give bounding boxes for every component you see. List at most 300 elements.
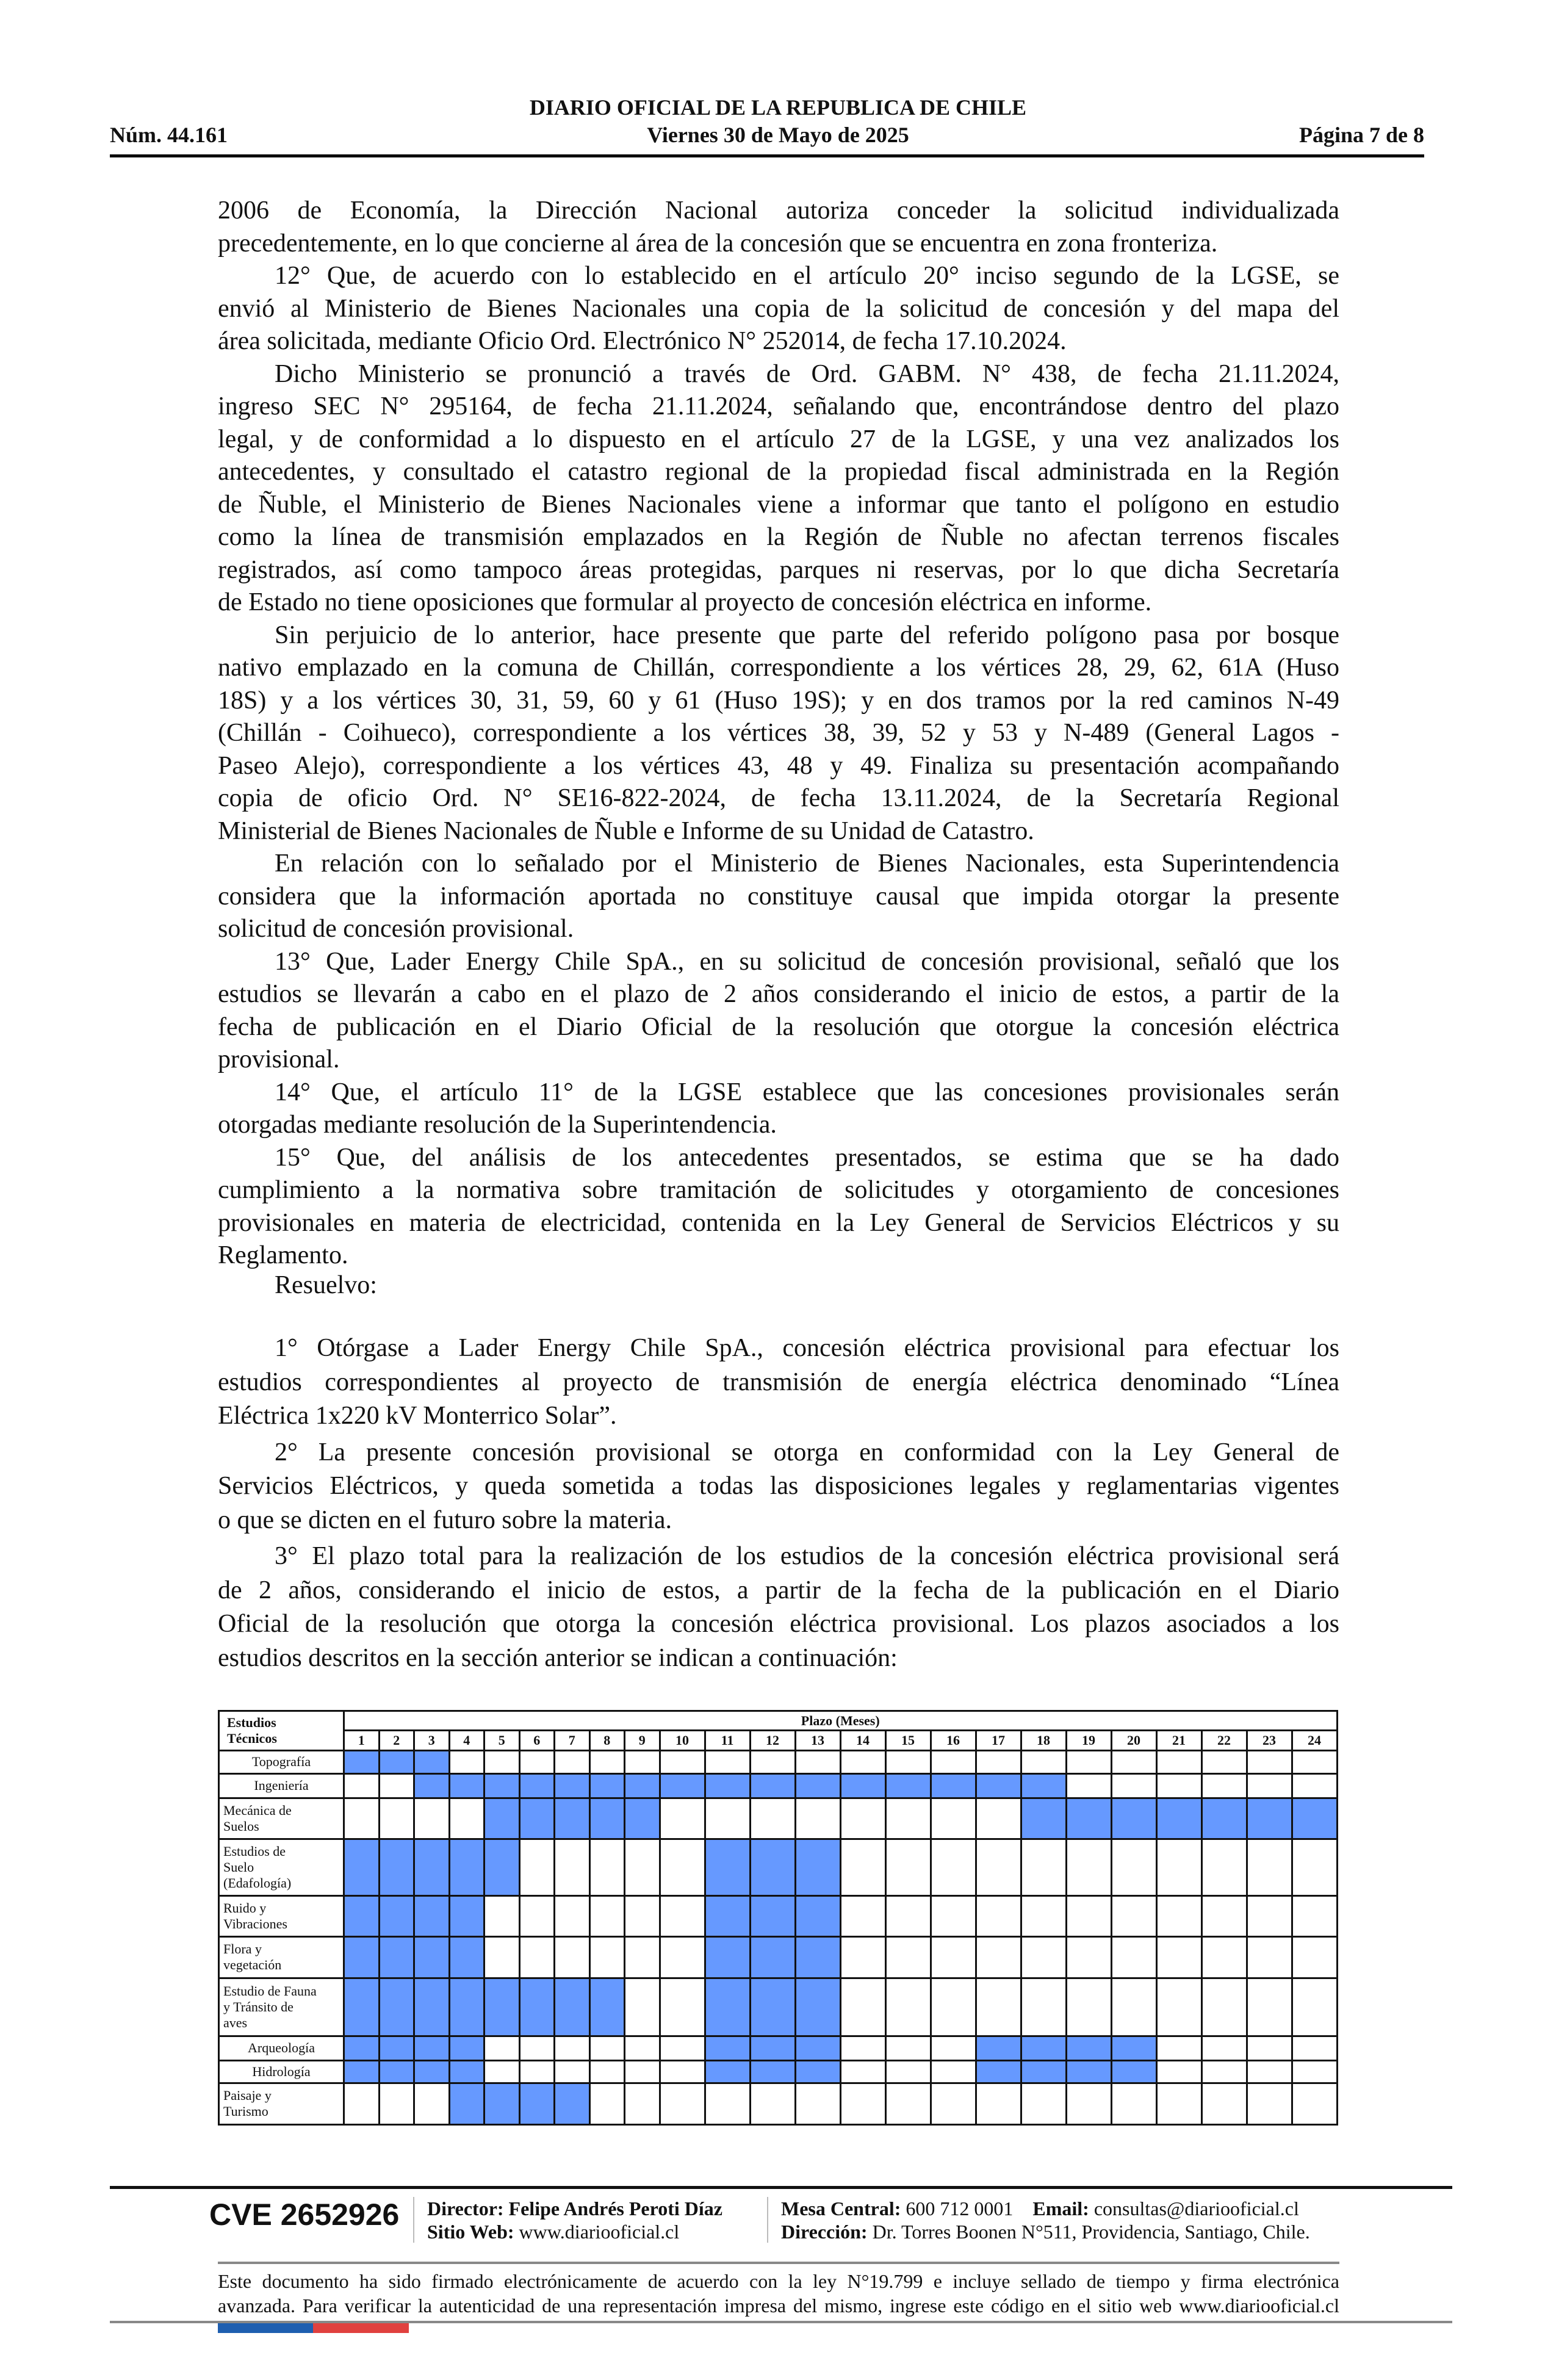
- schedule-cell-active: [449, 1937, 484, 1978]
- schedule-cell-active: [414, 1839, 450, 1896]
- schedule-cell: [885, 1839, 931, 1896]
- schedule-cell: [1111, 1751, 1156, 1774]
- study-name-line: vegetación: [223, 1957, 282, 1973]
- schedule-cell: [589, 1751, 625, 1774]
- text-line: Servicios Eléctricos, y queda sometida a todas las disposiciones legales y reglamentarias vigentes: [218, 1472, 1339, 1500]
- month-header: 23: [1247, 1731, 1292, 1751]
- schedule-cell-active: [449, 1773, 484, 1798]
- schedule-cell: [519, 2036, 555, 2060]
- header-studies-line: Técnicos: [227, 1731, 277, 1746]
- study-name-line: Paisaje y: [223, 2088, 272, 2104]
- schedule-cell: [795, 2083, 840, 2125]
- text-line: 2006 de Economía, la Dirección Nacional autoriza conceder la solicitud individualizada: [218, 197, 1339, 225]
- text-line: envió al Ministerio de Bienes Nacionales una copia de la solicitud de concesión y del mapa del: [218, 294, 1339, 323]
- schedule-cell: [1247, 1978, 1292, 2036]
- study-name: [219, 1839, 344, 1896]
- study-name-line: Hidrología: [252, 2063, 311, 2079]
- schedule-cell: [660, 2060, 705, 2083]
- text-line: ingreso SEC N° 295164, de fecha 21.11.2024, señalando que, encontrándose dentro del plazo: [218, 392, 1339, 420]
- text-line: legal, y de conformidad a lo dispuesto en el artículo 27 de la LGSE, y una vez analizados los: [218, 425, 1339, 453]
- schedule-cell-active: [1111, 1798, 1156, 1839]
- schedule-cell: [1292, 1773, 1337, 1798]
- schedule-cell: [931, 1937, 976, 1978]
- schedule-cell-active: [484, 1773, 520, 1798]
- text-line: 12° Que, de acuerdo con lo establecido en el artículo 20° inciso segundo de la LGSE, se: [275, 262, 1339, 290]
- footer-divider: [110, 2186, 1452, 2189]
- schedule-cell-active: [1111, 2036, 1156, 2060]
- schedule-cell-active: [484, 1798, 520, 1839]
- schedule-cell-active: [795, 2036, 840, 2060]
- schedule-cell: [1066, 1839, 1111, 1896]
- schedule-cell: [379, 1798, 414, 1839]
- schedule-cell-active: [1021, 2036, 1066, 2060]
- schedule-cell: [1156, 1895, 1201, 1937]
- schedule-cell-active: [449, 2036, 484, 2060]
- schedule-cell: [750, 2083, 795, 2125]
- text-line: 18S) y a los vértices 30, 31, 59, 60 y 61 (Huso 19S); y en dos tramos por la red caminos N-49: [218, 686, 1339, 715]
- paragraph: [218, 260, 1339, 358]
- schedule-cell-active: [750, 2060, 795, 2083]
- schedule-cell-active: [555, 1978, 590, 2036]
- month-header: 3: [414, 1731, 450, 1751]
- schedule-cell: [484, 1751, 520, 1774]
- schedule-cell: [976, 1839, 1021, 1896]
- schedule-cell-active: [414, 1773, 450, 1798]
- schedule-cell: [660, 2083, 705, 2125]
- schedule-cell-active: [449, 1895, 484, 1937]
- paragraph: [218, 946, 1339, 1076]
- study-name-line: Topografía: [251, 1754, 311, 1770]
- schedule-cell-active: [555, 1773, 590, 1798]
- schedule-cell: [589, 1937, 625, 1978]
- schedule-cell: [625, 1895, 660, 1937]
- schedule-cell: [931, 1895, 976, 1937]
- schedule-cell: [1066, 1751, 1111, 1774]
- schedule-cell: [625, 2083, 660, 2125]
- schedule-cell-active: [705, 1978, 750, 2036]
- schedule-cell: [840, 2036, 885, 2060]
- text-line: 15° Que, del análisis de los antecedentes presentados, se estima que se ha dado: [275, 1143, 1339, 1172]
- schedule-cell-active: [1021, 1773, 1066, 1798]
- month-header: 11: [705, 1731, 750, 1751]
- month-header: 1: [344, 1731, 380, 1751]
- schedule-cell-active: [484, 1839, 520, 1896]
- month-header: 8: [589, 1731, 625, 1751]
- schedule-cell-active: [344, 2060, 380, 2083]
- schedule-cell-active: [840, 1773, 885, 1798]
- phone-label: Mesa Central:: [781, 2198, 901, 2220]
- schedule-cell: [795, 1751, 840, 1774]
- schedule-cell-active: [344, 1751, 380, 1774]
- schedule-cell: [885, 2083, 931, 2125]
- text-line: 2° La presente concesión provisional se otorga en conformidad con la Ley General de: [275, 1438, 1339, 1466]
- schedule-cell: [519, 1751, 555, 1774]
- schedule-cell: [589, 1839, 625, 1896]
- schedule-cell-active: [484, 1978, 520, 2036]
- footer-separator: [413, 2197, 414, 2243]
- schedule-cell: [1111, 1895, 1156, 1937]
- schedule-cell: [931, 1839, 976, 1896]
- schedule-cell: [931, 2060, 976, 2083]
- schedule-cell-active: [750, 1773, 795, 1798]
- schedule-cell-active: [625, 1798, 660, 1839]
- schedule-cell-active: [795, 1937, 840, 1978]
- schedule-cell-active: [449, 2060, 484, 2083]
- paragraph: [218, 1332, 1339, 1433]
- schedule-cell: [1201, 1978, 1247, 2036]
- schedule-cell: [414, 2083, 450, 2125]
- text-line: Dicho Ministerio se pronunció a través de Ord. GABM. N° 438, de fecha 21.11.2024,: [275, 359, 1339, 388]
- month-header: 12: [750, 1731, 795, 1751]
- text-line: de Estado no tiene oposiciones que formular al proyecto de concesión eléctrica en informe.: [218, 588, 1152, 616]
- text-line: 3° El plazo total para la realización de los estudios de la concesión eléctrica provisional será: [275, 1542, 1339, 1570]
- schedule-cell-active: [519, 1798, 555, 1839]
- month-header: 9: [625, 1731, 660, 1751]
- schedule-cell-active: [519, 2083, 555, 2125]
- schedule-cell: [885, 1937, 931, 1978]
- schedule-cell-active: [414, 2036, 450, 2060]
- schedule-cell: [1292, 2083, 1337, 2125]
- schedule-cell: [1247, 2083, 1292, 2125]
- table-row: [219, 1798, 1338, 1839]
- schedule-cell: [1156, 2036, 1201, 2060]
- schedule-cell: [976, 2083, 1021, 2125]
- schedule-cell: [931, 1978, 976, 2036]
- schedule-cell: [750, 1798, 795, 1839]
- schedule-cell: [519, 1839, 555, 1896]
- text-line: estudios correspondientes al proyecto de transmisión de energía eléctrica denominado “Línea: [218, 1368, 1339, 1396]
- schedule-cell: [660, 2036, 705, 2060]
- text-line: estudios se llevarán a cabo en el plazo de 2 años considerando el inicio de estos, a partir de la: [218, 980, 1339, 1008]
- schedule-cell-active: [795, 1773, 840, 1798]
- header-divider: [110, 154, 1424, 157]
- study-name: [219, 1937, 344, 1978]
- schedule-cell: [976, 1978, 1021, 2036]
- schedule-cell-active: [795, 1895, 840, 1937]
- schedule-cell: [931, 2036, 976, 2060]
- schedule-cell: [344, 1798, 380, 1839]
- schedule-cell: [885, 2036, 931, 2060]
- text-line: (Chillán - Coihueco), correspondiente a los vértices 38, 39, 52 y 53 y N-489 (General Lagos -: [218, 719, 1339, 747]
- schedule-cell: [1292, 1937, 1337, 1978]
- schedule-cell: [705, 1798, 750, 1839]
- schedule-cell-active: [885, 1773, 931, 1798]
- schedule-cell-active: [449, 1978, 484, 2036]
- schedule-cell-active: [1021, 1798, 1066, 1839]
- schedule-cell-active: [705, 1773, 750, 1798]
- schedule-cell: [555, 1839, 590, 1896]
- table-row: [219, 1773, 1338, 1798]
- email-label: Email:: [1032, 2198, 1089, 2220]
- schedule-cell: [660, 1839, 705, 1896]
- text-line: fecha de publicación en el Diario Oficial de la resolución que otorgue la concesión eléctrica: [218, 1012, 1339, 1041]
- website-line: [427, 2220, 679, 2243]
- paragraph: [218, 619, 1339, 848]
- text-line: estudios descritos en la sección anterior se indican a continuación:: [218, 1643, 898, 1672]
- study-name: [219, 1798, 344, 1839]
- schedule-cell: [484, 2036, 520, 2060]
- schedule-cell: [625, 2060, 660, 2083]
- month-header: 18: [1021, 1731, 1066, 1751]
- month-header: 19: [1066, 1731, 1111, 1751]
- study-name-line: y Tránsito de: [223, 1999, 294, 2014]
- text-line: solicitud de concesión provisional.: [218, 915, 574, 943]
- study-name-line: Mecánica de: [223, 1802, 292, 1818]
- schedule-cell: [840, 2083, 885, 2125]
- schedule-cell: [1292, 2060, 1337, 2083]
- study-name: [219, 2036, 344, 2060]
- footer-divider: [218, 2262, 1339, 2264]
- schedule-cell: [931, 1798, 976, 1839]
- schedule-cell-active: [1292, 1798, 1337, 1839]
- study-name-line: Arqueología: [248, 2040, 315, 2055]
- schedule-cell-active: [414, 1895, 450, 1937]
- paragraph: [218, 848, 1339, 946]
- schedule-cell: [519, 2060, 555, 2083]
- schedule-cell-active: [705, 1895, 750, 1937]
- schedule-cell-active: [625, 1773, 660, 1798]
- schedule-cell: [660, 1978, 705, 2036]
- resolution-heading: Resuelvo:: [275, 1271, 377, 1299]
- schedule-cell: [1021, 2083, 1066, 2125]
- text-line: de 2 años, considerando el inicio de estos, a partir de la fecha de la publicación en el Diario: [218, 1576, 1339, 1604]
- schedule-cell-active: [589, 1798, 625, 1839]
- phone-number: 600 712 0001: [906, 2198, 1014, 2220]
- schedule-cell: [1156, 1839, 1201, 1896]
- director-label: Director:: [427, 2198, 504, 2220]
- month-header: 13: [795, 1731, 840, 1751]
- study-name-line: Vibraciones: [223, 1916, 287, 1931]
- text-line: 13° Que, Lader Energy Chile SpA., en su solicitud de concesión provisional, señaló que los: [275, 947, 1339, 976]
- paragraph: [218, 1436, 1339, 1538]
- study-name-line: Suelo: [223, 1859, 254, 1875]
- schedule-cell-active: [344, 1839, 380, 1896]
- schedule-cell: [519, 1937, 555, 1978]
- schedule-cell: [1066, 1895, 1111, 1937]
- address-line: [781, 2220, 1310, 2243]
- month-header: 20: [1111, 1731, 1156, 1751]
- text-line: 1° Otórgase a Lader Energy Chile SpA., concesión eléctrica provisional para efectuar los: [275, 1334, 1339, 1362]
- month-header: 5: [484, 1731, 520, 1751]
- schedule-cell-active: [379, 2036, 414, 2060]
- text-line: En relación con lo señalado por el Ministerio de Bienes Nacionales, esta Superintendencia: [275, 849, 1339, 878]
- legal-line: Este documento ha sido firmado electrónicamente de acuerdo con la ley N°19.799 e incluye sellado de tiempo y firma electrónica: [218, 2270, 1339, 2292]
- schedule-cell-active: [344, 1895, 380, 1937]
- schedule-cell: [840, 1895, 885, 1937]
- text-line: provisionales en materia de electricidad, contenida en la Ley General de Servicios Eléctricos y su: [218, 1208, 1339, 1237]
- resolution-section: [218, 1332, 1339, 1678]
- text-line: o que se dicten en el futuro sobre la materia.: [218, 1506, 672, 1534]
- schedule-cell: [1292, 2036, 1337, 2060]
- flag-stripe-red: [313, 2323, 409, 2333]
- month-header: 15: [885, 1731, 931, 1751]
- schedule-cell: [1156, 2083, 1201, 2125]
- schedule-cell: [344, 2083, 380, 2125]
- schedule-cell-active: [379, 1751, 414, 1774]
- schedule-cell-active: [379, 1839, 414, 1896]
- schedule-cell: [589, 2083, 625, 2125]
- schedule-cell-active: [795, 2060, 840, 2083]
- schedule-cell: [885, 1798, 931, 1839]
- schedule-cell-active: [379, 1895, 414, 1937]
- schedule-cell-active: [344, 1978, 380, 2036]
- schedule-cell-active: [750, 2036, 795, 2060]
- legal-line: avanzada. Para verificar la autenticidad de una representación impresa del mismo, ingrese este código en el sitio web www.diariooficial.cl: [218, 2295, 1339, 2317]
- table-row: [219, 1978, 1338, 2036]
- schedule-cell-active: [414, 1978, 450, 2036]
- month-header: 14: [840, 1731, 885, 1751]
- paragraph: [218, 1076, 1339, 1142]
- schedule-cell: [1201, 2036, 1247, 2060]
- schedule-cell-active: [1021, 2060, 1066, 2083]
- month-header: 16: [931, 1731, 976, 1751]
- study-schedule-table: [218, 1710, 1338, 2126]
- schedule-cell: [750, 1751, 795, 1774]
- schedule-cell: [705, 2083, 750, 2125]
- schedule-cell-active: [1066, 2060, 1111, 2083]
- considerations-section: [218, 195, 1339, 1272]
- schedule-cell: [660, 1937, 705, 1978]
- text-line: registrados, así como tampoco áreas protegidas, parques ni reservas, por lo que dicha Secretaría: [218, 555, 1339, 584]
- schedule-cell-active: [379, 1937, 414, 1978]
- text-line: Reglamento.: [218, 1241, 348, 1269]
- schedule-cell: [931, 2083, 976, 2125]
- schedule-cell: [976, 1798, 1021, 1839]
- schedule-cell: [555, 1751, 590, 1774]
- issue-date: Viernes 30 de Mayo de 2025: [647, 123, 909, 147]
- paragraph: [218, 358, 1339, 619]
- schedule-cell-active: [976, 2036, 1021, 2060]
- study-name-line: Turismo: [223, 2104, 268, 2119]
- schedule-cell-active: [705, 1937, 750, 1978]
- schedule-cell: [555, 1937, 590, 1978]
- flag-stripe-blue: [218, 2323, 313, 2333]
- address-label: Dirección:: [781, 2221, 868, 2243]
- schedule-cell: [625, 2036, 660, 2060]
- schedule-cell: [976, 1937, 1021, 1978]
- text-line: 14° Que, el artículo 11° de la LGSE establece que las concesiones provisionales serán: [275, 1078, 1339, 1106]
- schedule-cell: [1021, 1839, 1066, 1896]
- schedule-cell-active: [750, 1839, 795, 1896]
- study-name: [219, 1773, 344, 1798]
- schedule-cell: [840, 1751, 885, 1774]
- schedule-cell: [625, 1839, 660, 1896]
- schedule-cell: [976, 1895, 1021, 1937]
- schedule-cell: [1247, 1839, 1292, 1896]
- schedule-cell: [885, 1978, 931, 2036]
- schedule-cell: [379, 1773, 414, 1798]
- header-studies: [219, 1711, 344, 1751]
- study-name-line: Estudios de: [223, 1843, 286, 1859]
- schedule-cell: [1247, 1773, 1292, 1798]
- study-name-line: Estudio de Fauna: [223, 1983, 317, 1999]
- text-line: área solicitada, mediante Oficio Ord. Electrónico N° 252014, de fecha 17.10.2024.: [218, 327, 1067, 355]
- schedule-cell: [1111, 1978, 1156, 2036]
- schedule-cell: [705, 1751, 750, 1774]
- text-line: como la línea de transmisión emplazados en la Región de Ñuble no afectan terrenos fiscales: [218, 523, 1339, 551]
- month-header: 6: [519, 1731, 555, 1751]
- schedule-cell-active: [1066, 2036, 1111, 2060]
- schedule-cell-active: [414, 2060, 450, 2083]
- schedule-cell-active: [449, 1839, 484, 1896]
- schedule-cell: [589, 2060, 625, 2083]
- schedule-cell: [519, 1895, 555, 1937]
- schedule-cell: [660, 1895, 705, 1937]
- schedule-cell: [484, 2060, 520, 2083]
- schedule-cell: [1292, 1895, 1337, 1937]
- schedule-cell: [1247, 1751, 1292, 1774]
- email-link[interactable]: consultas@diariooficial.cl: [1093, 2198, 1299, 2220]
- schedule-cell: [484, 1895, 520, 1937]
- text-line: nativo emplazado en la comuna de Chillán, correspondiente a los vértices 28, 29, 62, 61A (Huso: [218, 654, 1339, 682]
- study-name-line: aves: [223, 2014, 248, 2030]
- month-header: 7: [555, 1731, 590, 1751]
- schedule-cell: [976, 1751, 1021, 1774]
- study-name-line: Suelos: [223, 1818, 259, 1834]
- schedule-cell: [1201, 1839, 1247, 1896]
- schedule-cell: [1111, 1937, 1156, 1978]
- text-line: provisional.: [218, 1045, 340, 1073]
- schedule-cell: [1156, 1751, 1201, 1774]
- page-number: Página 7 de 8: [1298, 123, 1424, 147]
- schedule-cell: [795, 1798, 840, 1839]
- schedule-cell-active: [976, 1773, 1021, 1798]
- schedule-cell-active: [589, 1978, 625, 2036]
- schedule-cell-active: [705, 2036, 750, 2060]
- schedule-cell: [625, 1978, 660, 2036]
- director-name: Felipe Andrés Peroti Díaz: [508, 2198, 722, 2220]
- schedule-cell: [1201, 1773, 1247, 1798]
- schedule-cell-active: [750, 1937, 795, 1978]
- text-line: considera que la información aportada no constituye causal que impida otorgar la presente: [218, 882, 1339, 911]
- schedule-cell: [840, 1978, 885, 2036]
- text-line: Sin perjuicio de lo anterior, hace presente que parte del referido polígono pasa por bosque: [275, 621, 1339, 649]
- schedule-cell: [589, 2036, 625, 2060]
- schedule-cell: [1247, 2060, 1292, 2083]
- schedule-cell: [1156, 2060, 1201, 2083]
- schedule-cell-active: [519, 1773, 555, 1798]
- paragraph: [218, 1142, 1339, 1272]
- schedule-cell: [1292, 1978, 1337, 2036]
- table-row: [219, 1937, 1338, 1978]
- text-line: Paseo Alejo), correspondiente a los vértices 43, 48 y 49. Finaliza su presentación acompañando: [218, 751, 1339, 780]
- schedule-cell: [379, 2083, 414, 2125]
- schedule-cell: [931, 1751, 976, 1774]
- schedule-cell: [840, 2060, 885, 2083]
- table-row: [219, 2083, 1338, 2125]
- schedule-cell: [840, 1937, 885, 1978]
- schedule-cell-active: [795, 1978, 840, 2036]
- schedule-cell: [449, 1798, 484, 1839]
- website-link[interactable]: www.diariooficial.cl: [519, 2221, 680, 2243]
- cve-code: CVE 2652926: [209, 2198, 400, 2232]
- month-header: 4: [449, 1731, 484, 1751]
- contact-line: [781, 2197, 1299, 2220]
- schedule-cell: [885, 1751, 931, 1774]
- schedule-cell: [1066, 1978, 1111, 2036]
- study-name-line: Flora y: [223, 1941, 262, 1957]
- schedule-cell-active: [1111, 2060, 1156, 2083]
- schedule-cell: [589, 1895, 625, 1937]
- study-name: [219, 1751, 344, 1774]
- table-row: [219, 2060, 1338, 2083]
- publication-title: DIARIO OFICIAL DE LA REPUBLICA DE CHILE: [529, 95, 1027, 120]
- schedule-cell: [414, 1798, 450, 1839]
- schedule-cell: [1247, 1895, 1292, 1937]
- schedule-cell-active: [379, 2060, 414, 2083]
- schedule-cell: [1247, 1937, 1292, 1978]
- schedule-cell-active: [750, 1895, 795, 1937]
